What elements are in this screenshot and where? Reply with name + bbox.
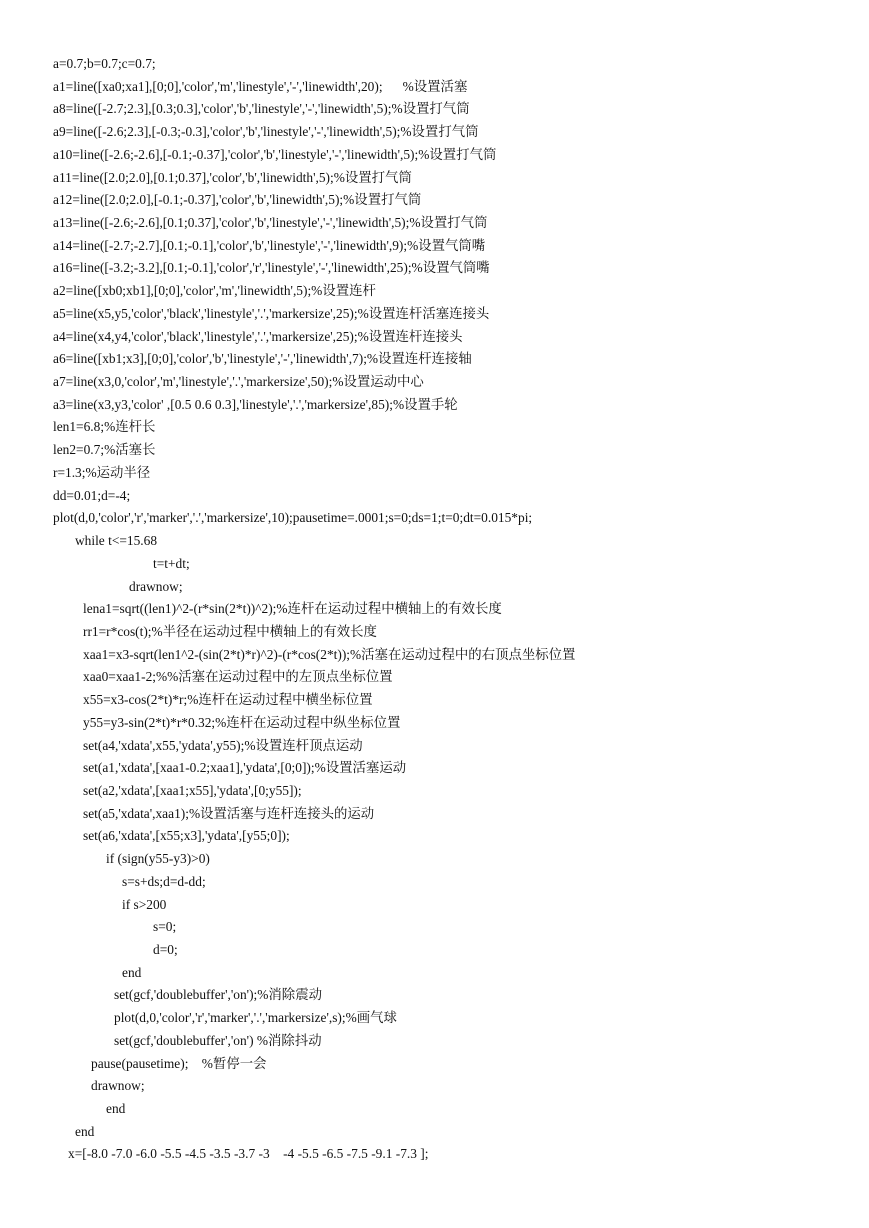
code-line: r=1.3;%运动半径: [53, 465, 151, 480]
code-line: set(gcf,'doublebuffer','on');%消除震动: [114, 987, 322, 1002]
code-line: if s>200: [122, 897, 167, 912]
code-line: s=0;: [153, 919, 177, 934]
code-line: len2=0.7;%活塞长: [53, 442, 156, 457]
code-line: drawnow;: [91, 1078, 145, 1093]
code-line: while t<=15.68: [75, 533, 158, 548]
code-line: xaa1=x3-sqrt(len1^2-(sin(2*t)*r)^2)-(r*cos(2*t));%活塞在运动过程中的右顶点坐标位置: [83, 647, 576, 662]
code-line: lena1=sqrt((len1)^2-(r*sin(2*t))^2);%连杆在运动过程中横轴上的有效长度: [83, 601, 502, 616]
code-line: set(a6,'xdata',[x55;x3],'ydata',[y55;0]);: [83, 828, 290, 843]
code-line: len1=6.8;%连杆长: [53, 419, 156, 434]
code-line: plot(d,0,'color','r','marker','.','markersize',10);pausetime=.0001;s=0;ds=1;t=0;dt=0.015*pi;: [53, 510, 533, 525]
code-line: a6=line([xb1;x3],[0;0],'color','b','linestyle','-','linewidth',7);%设置连杆连接轴: [53, 351, 472, 366]
code-line: s=s+ds;d=d-dd;: [122, 874, 206, 889]
code-line: a14=line([-2.7;-2.7],[0.1;-0.1],'color','b','linestyle','-','linewidth',9);%设置气筒嘴: [53, 238, 486, 253]
code-line: d=0;: [153, 942, 178, 957]
code-line: t=t+dt;: [153, 556, 190, 571]
code-line: pause(pausetime); %暂停一会: [91, 1056, 267, 1071]
code-line: x=[-8.0 -7.0 -6.0 -5.5 -4.5 -3.5 -3.7 -3 -4 -5.5 -6.5 -7.5 -9.1 -7.3 ];: [68, 1146, 429, 1161]
code-line: a11=line([2.0;2.0],[0.1;0.37],'color','b','linewidth',5);%设置打气筒: [53, 170, 412, 185]
code-line: a10=line([-2.6;-2.6],[-0.1;-0.37],'color','b','linestyle','-','linewidth',5);%设置打气筒: [53, 147, 497, 162]
code-line: a2=line([xb0;xb1],[0;0],'color','m','linewidth',5);%设置连杆: [53, 283, 376, 298]
code-line: end: [106, 1101, 126, 1116]
code-line: a7=line(x3,0,'color','m','linestyle','.','markersize',50);%设置运动中心: [53, 374, 424, 389]
code-line: end: [122, 965, 142, 980]
code-line: a=0.7;b=0.7;c=0.7;: [53, 56, 156, 71]
code-line: set(a2,'xdata',[xaa1;x55],'ydata',[0;y55]);: [83, 783, 302, 798]
code-line: a3=line(x3,y3,'color' ,[0.5 0.6 0.3],'linestyle','.','markersize',85);%设置手轮: [53, 397, 458, 412]
code-line: if (sign(y55-y3)>0): [106, 851, 210, 866]
code-line: a9=line([-2.6;2.3],[-0.3;-0.3],'color','b','linestyle','-','linewidth',5);%设置打气筒: [53, 124, 479, 139]
code-line: a13=line([-2.6;-2.6],[0.1;0.37],'color','b','linestyle','-','linewidth',5);%设置打气筒: [53, 215, 488, 230]
code-line: a12=line([2.0;2.0],[-0.1;-0.37],'color','b','linewidth',5);%设置打气筒: [53, 192, 422, 207]
code-line: plot(d,0,'color','r','marker','.','markersize',s);%画气球: [114, 1010, 397, 1025]
code-line: a5=line(x5,y5,'color','black','linestyle','.','markersize',25);%设置连杆活塞连接头: [53, 306, 490, 321]
code-line: a8=line([-2.7;2.3],[0.3;0.3],'color','b','linestyle','-','linewidth',5);%设置打气筒: [53, 101, 470, 116]
code-line: x55=x3-cos(2*t)*r;%连杆在运动过程中横坐标位置: [83, 692, 373, 707]
code-line: rr1=r*cos(t);%半径在运动过程中横轴上的有效长度: [83, 624, 377, 639]
code-line: y55=y3-sin(2*t)*r*0.32;%连杆在运动过程中纵坐标位置: [83, 715, 401, 730]
code-line: a1=line([xa0;xa1],[0;0],'color','m','linestyle','-','linewidth',20); %设置活塞: [53, 79, 468, 94]
code-line: end: [75, 1124, 95, 1139]
code-line: set(a5,'xdata',xaa1);%设置活塞与连杆连接头的运动: [83, 806, 375, 821]
code-line: set(gcf,'doublebuffer','on') %消除抖动: [114, 1033, 322, 1048]
code-line: drawnow;: [129, 579, 183, 594]
code-line: set(a4,'xdata',x55,'ydata',y55);%设置连杆顶点运动: [83, 738, 363, 753]
code-line: dd=0.01;d=-4;: [53, 488, 131, 503]
code-line: xaa0=xaa1-2;%%活塞在运动过程中的左顶点坐标位置: [83, 669, 393, 684]
code-line: a16=line([-3.2;-3.2],[0.1;-0.1],'color','r','linestyle','-','linewidth',25);%设置气筒嘴: [53, 260, 490, 275]
code-line: a4=line(x4,y4,'color','black','linestyle','.','markersize',25);%设置连杆连接头: [53, 329, 463, 344]
code-line: set(a1,'xdata',[xaa1-0.2;xaa1],'ydata',[0;0]);%设置活塞运动: [83, 760, 407, 775]
